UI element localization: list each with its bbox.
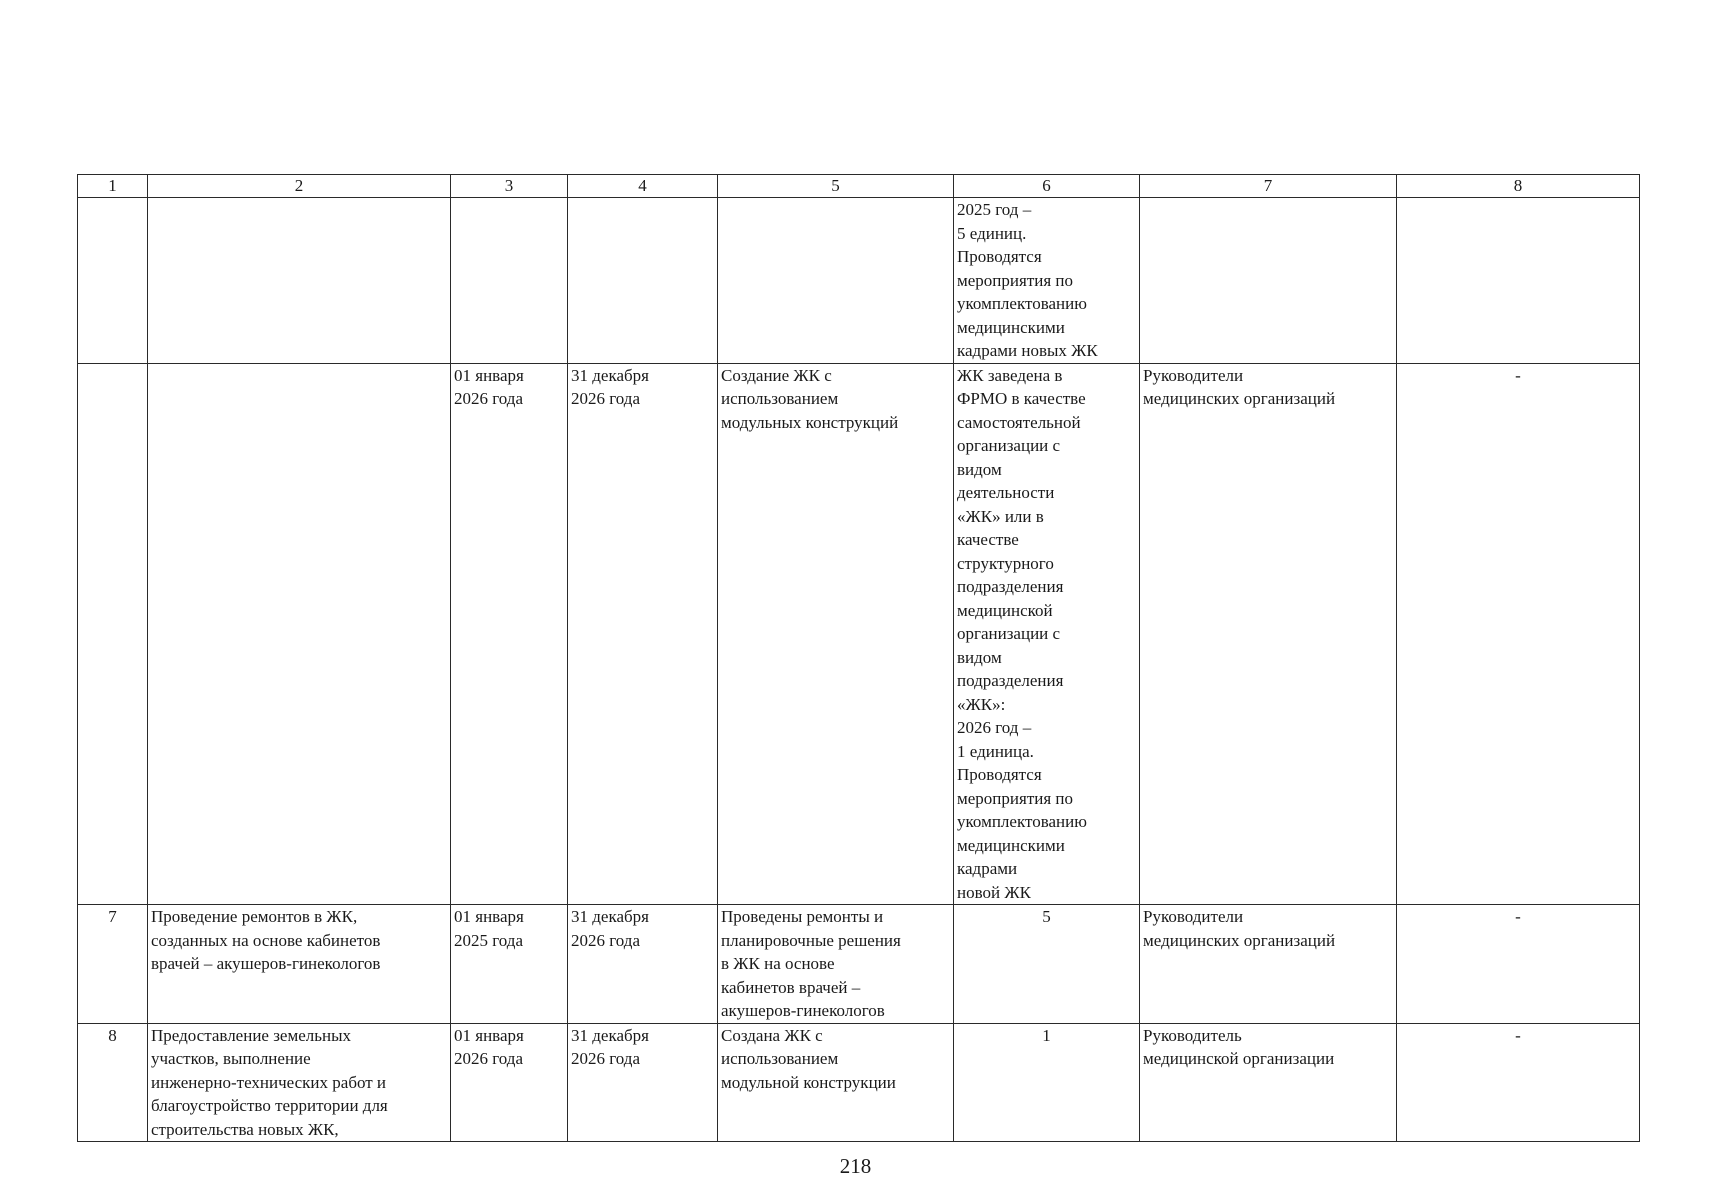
plan-table bbox=[77, 174, 1640, 1142]
start-date bbox=[451, 198, 568, 364]
note: - bbox=[1397, 905, 1640, 1024]
responsible-party: Руководитель медицинской организации bbox=[1140, 1023, 1397, 1142]
start-date: 01 января 2026 года bbox=[451, 1023, 568, 1142]
note bbox=[1397, 198, 1640, 364]
indicator-value: 2025 год – 5 единиц. Проводятся мероприятия по укомплектованию медицинскими кадрами новых ЖК bbox=[954, 198, 1140, 364]
end-date: 31 декабря 2026 года bbox=[568, 363, 718, 905]
indicator-value: 1 bbox=[954, 1023, 1140, 1142]
responsible-party: Руководители медицинских организаций bbox=[1140, 905, 1397, 1024]
note: - bbox=[1397, 363, 1640, 905]
row-number bbox=[78, 363, 148, 905]
row-number: 7 bbox=[78, 905, 148, 1024]
start-date: 01 января 2026 года bbox=[451, 363, 568, 905]
table-row bbox=[78, 198, 1640, 364]
indicator-value: ЖК заведена в ФРМО в качестве самостоятельной организации с видом деятельности «ЖК» или в качестве структурного подразделения медицинской организации с видом подразделения «ЖК»: 2026 год – 1 единица. Проводятся мероприятия по укомплектованию медицинскими кадрами новой ЖК bbox=[954, 363, 1140, 905]
measure-name: Проведение ремонтов в ЖК, созданных на основе кабинетов врачей – акушеров-гинекологов bbox=[148, 905, 451, 1024]
end-date bbox=[568, 198, 718, 364]
measure-name bbox=[148, 198, 451, 364]
measure-name bbox=[148, 363, 451, 905]
expected-result: Проведены ремонты и планировочные решения в ЖК на основе кабинетов врачей – акушеров-гинекологов bbox=[718, 905, 954, 1024]
column-number: 3 bbox=[451, 175, 568, 198]
indicator-value: 5 bbox=[954, 905, 1140, 1024]
column-number: 1 bbox=[78, 175, 148, 198]
end-date: 31 декабря 2026 года bbox=[568, 1023, 718, 1142]
column-number: 2 bbox=[148, 175, 451, 198]
table-row bbox=[78, 905, 1640, 1024]
end-date: 31 декабря 2026 года bbox=[568, 905, 718, 1024]
table-row bbox=[78, 363, 1640, 905]
page-number: 218 bbox=[839, 1154, 872, 1178]
column-number: 8 bbox=[1397, 175, 1640, 198]
column-number-row bbox=[78, 175, 1640, 198]
note: - bbox=[1397, 1023, 1640, 1142]
measure-name: Предоставление земельных участков, выполнение инженерно-технических работ и благоустройство территории для строительства новых ЖК, bbox=[148, 1023, 451, 1142]
column-number: 5 bbox=[718, 175, 954, 198]
column-number: 7 bbox=[1140, 175, 1397, 198]
expected-result: Создание ЖК с использованием модульных конструкций bbox=[718, 363, 954, 905]
column-number: 6 bbox=[954, 175, 1140, 198]
responsible-party bbox=[1140, 198, 1397, 364]
responsible-party: Руководители медицинских организаций bbox=[1140, 363, 1397, 905]
row-number: 8 bbox=[78, 1023, 148, 1142]
table-row bbox=[78, 1023, 1640, 1142]
expected-result: Создана ЖК с использованием модульной конструкции bbox=[718, 1023, 954, 1142]
column-number: 4 bbox=[568, 175, 718, 198]
row-number bbox=[78, 198, 148, 364]
expected-result bbox=[718, 198, 954, 364]
start-date: 01 января 2025 года bbox=[451, 905, 568, 1024]
